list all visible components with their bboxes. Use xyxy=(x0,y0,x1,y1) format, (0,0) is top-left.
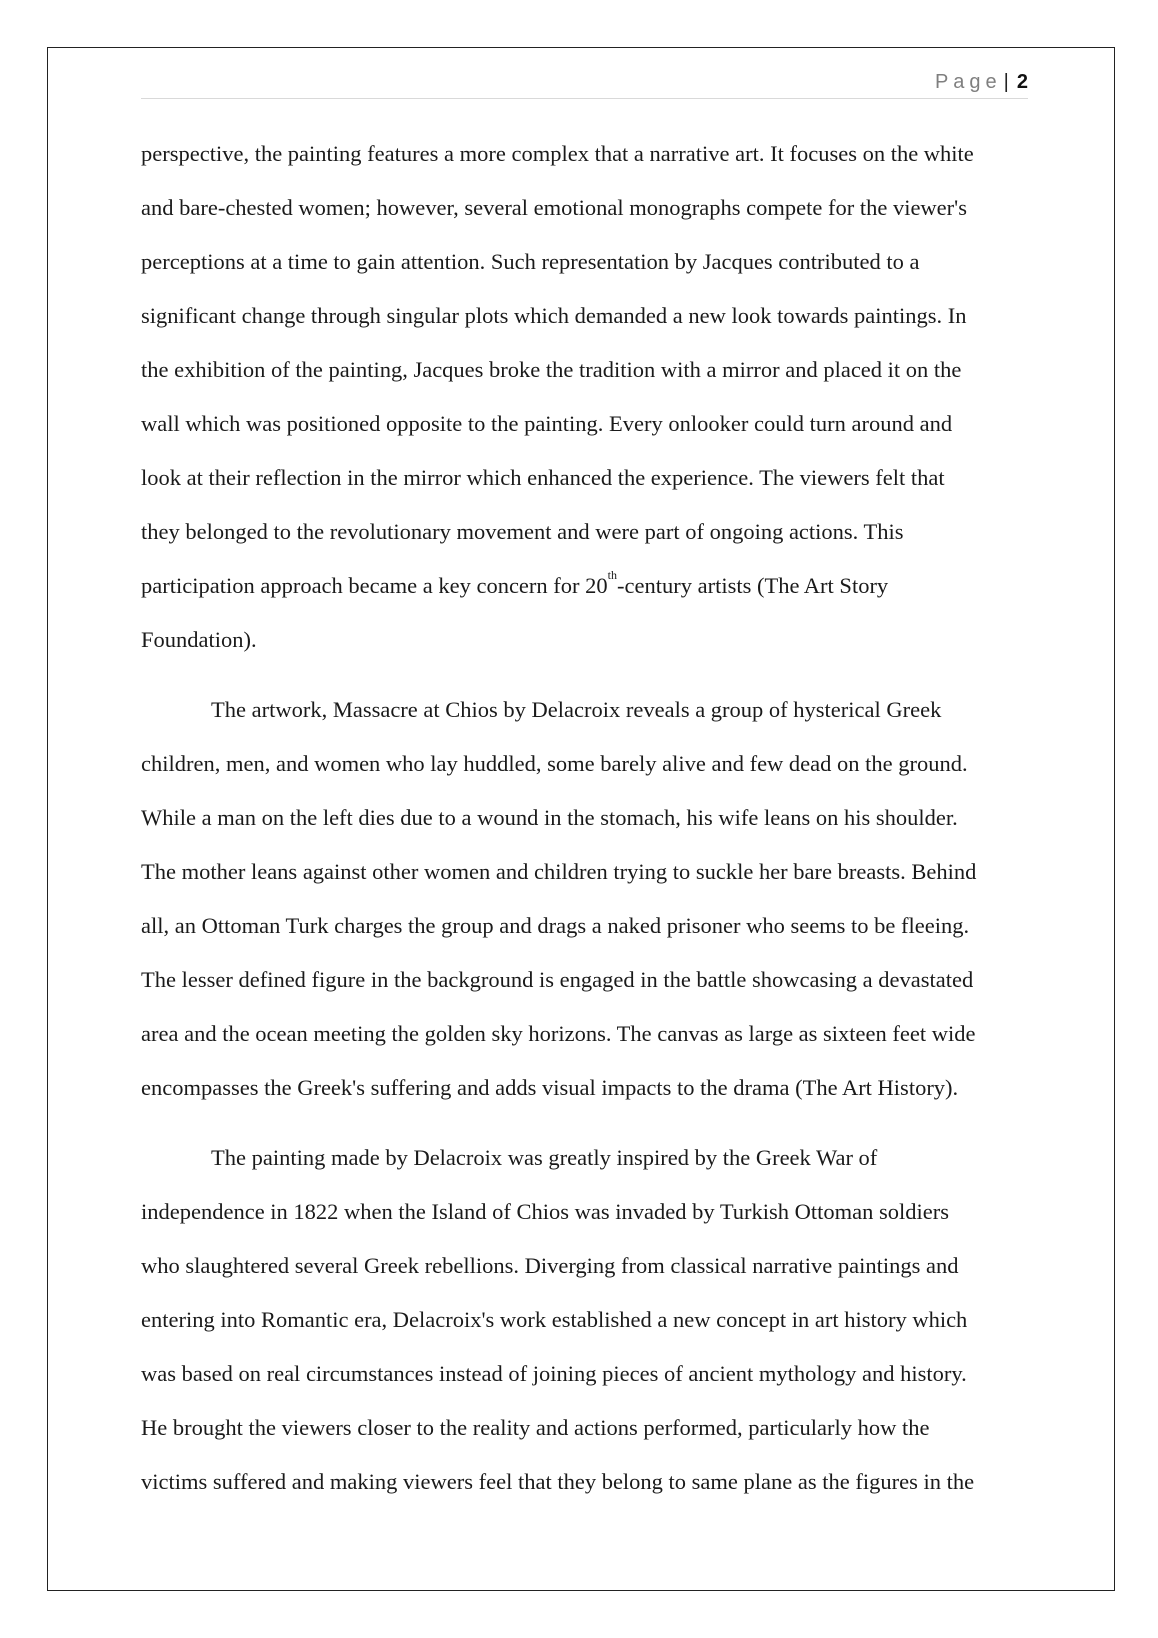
paragraph-3 xyxy=(141,1138,1041,1516)
text-line: look at their reflection in the mirror which enhanced the experience. The viewers felt that xyxy=(141,465,945,490)
text-line: wall which was positioned opposite to the painting. Every onlooker could turn around and xyxy=(141,411,953,436)
text-line: The painting made by Delacroix was greatly inspired by the Greek War of xyxy=(211,1145,878,1170)
text-line: the exhibition of the painting, Jacques broke the tradition with a mirror and placed it on the xyxy=(141,357,962,382)
text-line: The lesser defined figure in the background is engaged in the battle showcasing a devastated xyxy=(141,967,974,992)
header-separator: | xyxy=(1003,71,1009,93)
paragraph-2 xyxy=(141,690,1041,1122)
text-line: they belonged to the revolutionary movement and were part of ongoing actions. This xyxy=(141,519,904,544)
text-line: children, men, and women who lay huddled, some barely alive and few dead on the ground. xyxy=(141,751,968,776)
text-line: was based on real circumstances instead of joining pieces of ancient mythology and history. xyxy=(141,1361,967,1386)
text-line: who slaughtered several Greek rebellions. Diverging from classical narrative paintings and xyxy=(141,1253,959,1278)
text-line: area and the ocean meeting the golden sky horizons. The canvas as large as sixteen feet wide xyxy=(141,1021,976,1046)
text-line: perceptions at a time to gain attention. Such representation by Jacques contributed to a xyxy=(141,249,920,274)
page-number: 2 xyxy=(1016,71,1028,93)
text-line: victims suffered and making viewers feel that they belong to same plane as the figures in the xyxy=(141,1469,975,1494)
text-line xyxy=(141,566,1041,620)
document-body xyxy=(141,134,1041,1516)
page-header xyxy=(141,68,1028,99)
text-line: He brought the viewers closer to the reality and actions performed, particularly how the xyxy=(141,1415,930,1440)
text-segment: -century artists (The Art Story xyxy=(617,573,889,598)
text-line: and bare-chested women; however, several emotional monographs compete for the viewer's xyxy=(141,195,967,220)
text-line: The mother leans against other women and children trying to suckle her bare breasts. Behind xyxy=(141,859,977,884)
text-line: The artwork, Massacre at Chios by Delacroix reveals a group of hysterical Greek xyxy=(211,697,942,722)
text-line: perspective, the painting features a more complex that a narrative art. It focuses on the white xyxy=(141,141,974,166)
text-segment: participation approach became a key concern for 20 xyxy=(141,573,608,598)
text-line: independence in 1822 when the Island of Chios was invaded by Turkish Ottoman soldiers xyxy=(141,1199,950,1224)
text-line: entering into Romantic era, Delacroix's work established a new concept in art history which xyxy=(141,1307,968,1332)
text-line: significant change through singular plots which demanded a new look towards paintings. In xyxy=(141,303,967,328)
text-line: While a man on the left dies due to a wound in the stomach, his wife leans on his shoulder. xyxy=(141,805,958,830)
paragraph-1 xyxy=(141,134,1041,674)
page-label: Page xyxy=(934,71,1002,93)
text-line: Foundation). xyxy=(141,627,257,652)
text-line: encompasses the Greek's suffering and adds visual impacts to the drama (The Art History). xyxy=(141,1075,959,1100)
ordinal-superscript: th xyxy=(607,568,617,582)
text-line: all, an Ottoman Turk charges the group and drags a naked prisoner who seems to be fleeing. xyxy=(141,913,970,938)
